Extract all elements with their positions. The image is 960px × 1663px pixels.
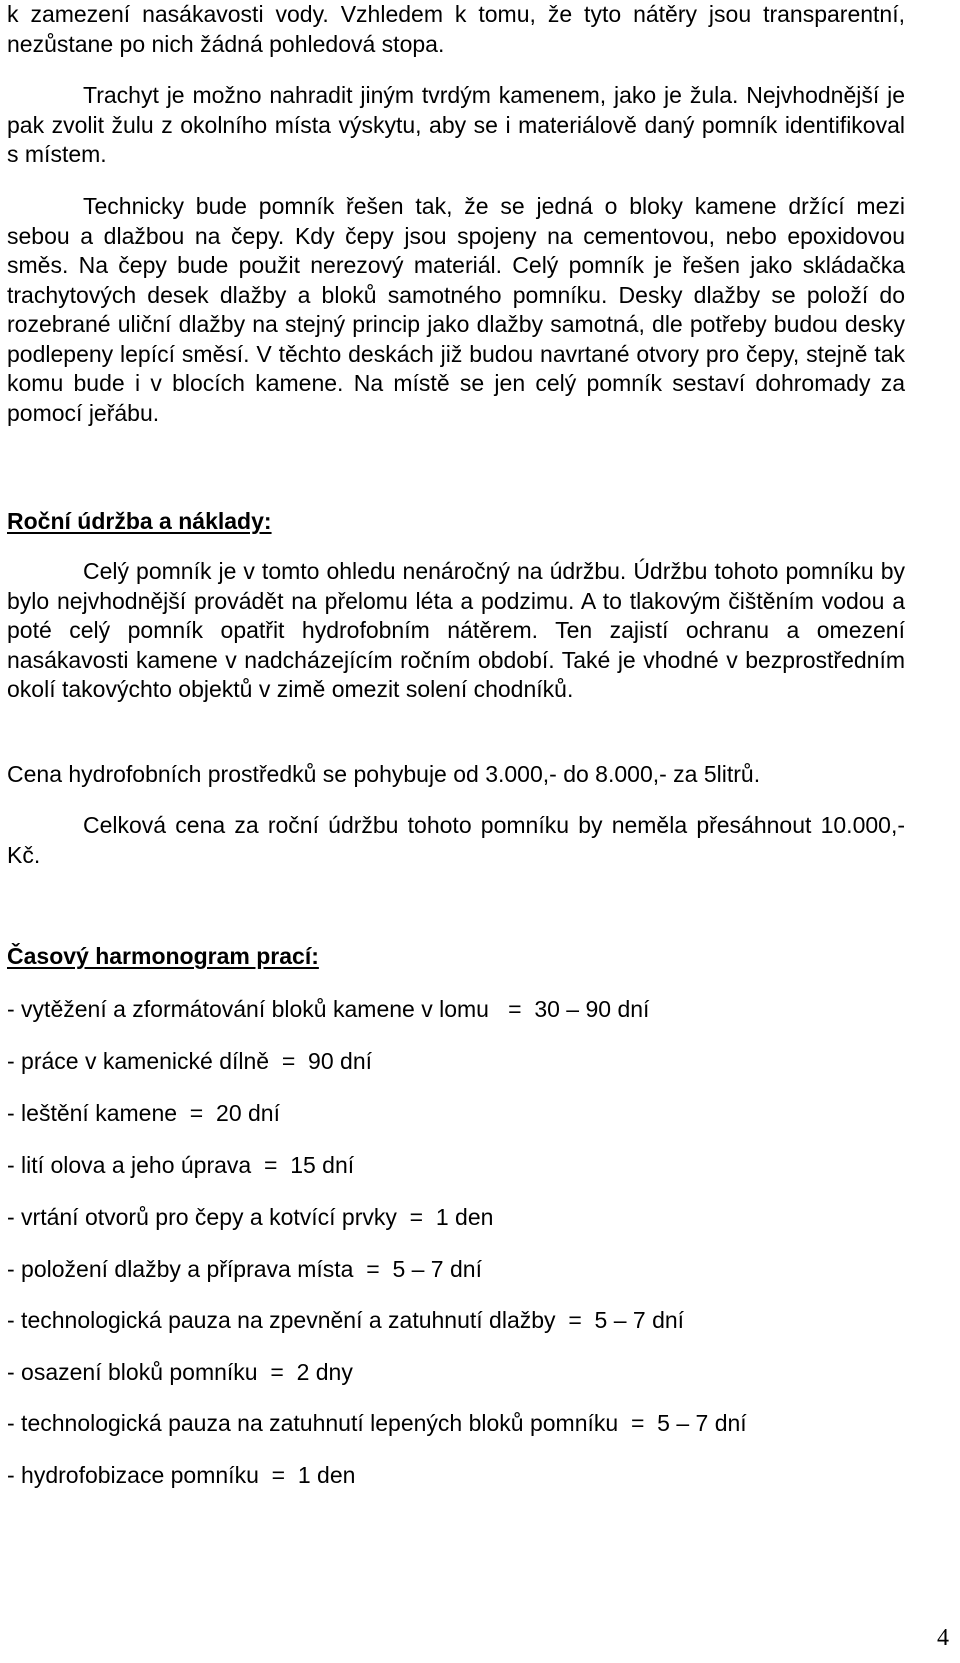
paragraph-price: Cena hydrofobních prostředků se pohybuje od 3.000,- do 8.000,- za 5litrů. (7, 761, 761, 787)
schedule-item: - osazení bloků pomníku = 2 dny (7, 1359, 353, 1385)
schedule-item: - technologická pauza na zatuhnutí lepených bloků pomníku = 5 – 7 dní (7, 1410, 747, 1436)
heading-maintenance: Roční údržba a náklady: (7, 508, 272, 534)
schedule-item: - vrtání otvorů pro čepy a kotvící prvky = 1 den (7, 1204, 494, 1230)
schedule-item: - lití olova a jeho úprava = 15 dní (7, 1152, 355, 1178)
paragraph-granite-alternative: Trachyt je možno nahradit jiným tvrdým kamenem, jako je žula. Nejvhodnější je pak zvolit žulu z okolního místa výskytu, aby se i materiálově daný pomník identifikoval s místem. (7, 82, 905, 167)
paragraph-maintenance: Celý pomník je v tomto ohledu nenáročný na údržbu. Údržbu tohoto pomníku by bylo nejvhodnější provádět na přelomu léta a podzimu. A to tlakovým čištěním vodou a poté celý pomník opatřit hydrofobním nátěrem. Ten zajistí ochranu a omezení nasákavosti kamene v nadcházejícím ročním období. Také je vhodné v bezprostředním okolí takovýchto objektů v zimě omezit solení chodníků. (7, 558, 905, 702)
paragraph-total-cost: Celková cena za roční údržbu tohoto pomníku by neměla přesáhnout 10.000,- Kč. (7, 812, 905, 868)
schedule-item: - práce v kamenické dílně = 90 dní (7, 1048, 373, 1074)
schedule-item: - hydrofobizace pomníku = 1 den (7, 1462, 356, 1488)
paragraph-technical-solution: Technicky bude pomník řešen tak, že se jedná o bloky kamene držící mezi sebou a dlažbou na čepy. Kdy čepy jsou spojeny na cementovou, nebo epoxidovou směs. Na čepy bude použit nerezový materiál. Celý pomník je řešen jako skládačka trachytových desek dlažby a bloků samotného pomníku. Desky dlažby se položí do rozebrané uliční dlažby na stejný princip jako dlažby samotná, dle potřeby budou desky podlepeny lepící směsí. V těchto deskách již budou navrtané otvory pro čepy, stejně tak komu bude i v blocích kamene. Na místě se jen celý pomník sestaví dohromady za pomocí jeřábu. (7, 193, 905, 426)
schedule-item: - vytěžení a zformátování bloků kamene v lomu = 30 – 90 dní (7, 996, 650, 1022)
page-number: 4 (937, 1625, 949, 1651)
schedule-item: - technologická pauza na zpevnění a zatuhnutí dlažby = 5 – 7 dní (7, 1307, 685, 1333)
schedule-item: - položení dlažby a příprava místa = 5 – 7 dní (7, 1256, 482, 1282)
paragraph-transparent-coating: k zamezení nasákavosti vody. Vzhledem k tomu, že tyto nátěry jsou transparentní, nezůstane po nich žádná pohledová stopa. (7, 1, 905, 57)
schedule-item: - leštění kamene = 20 dní (7, 1100, 280, 1126)
heading-schedule: Časový harmonogram prací: (7, 943, 319, 969)
